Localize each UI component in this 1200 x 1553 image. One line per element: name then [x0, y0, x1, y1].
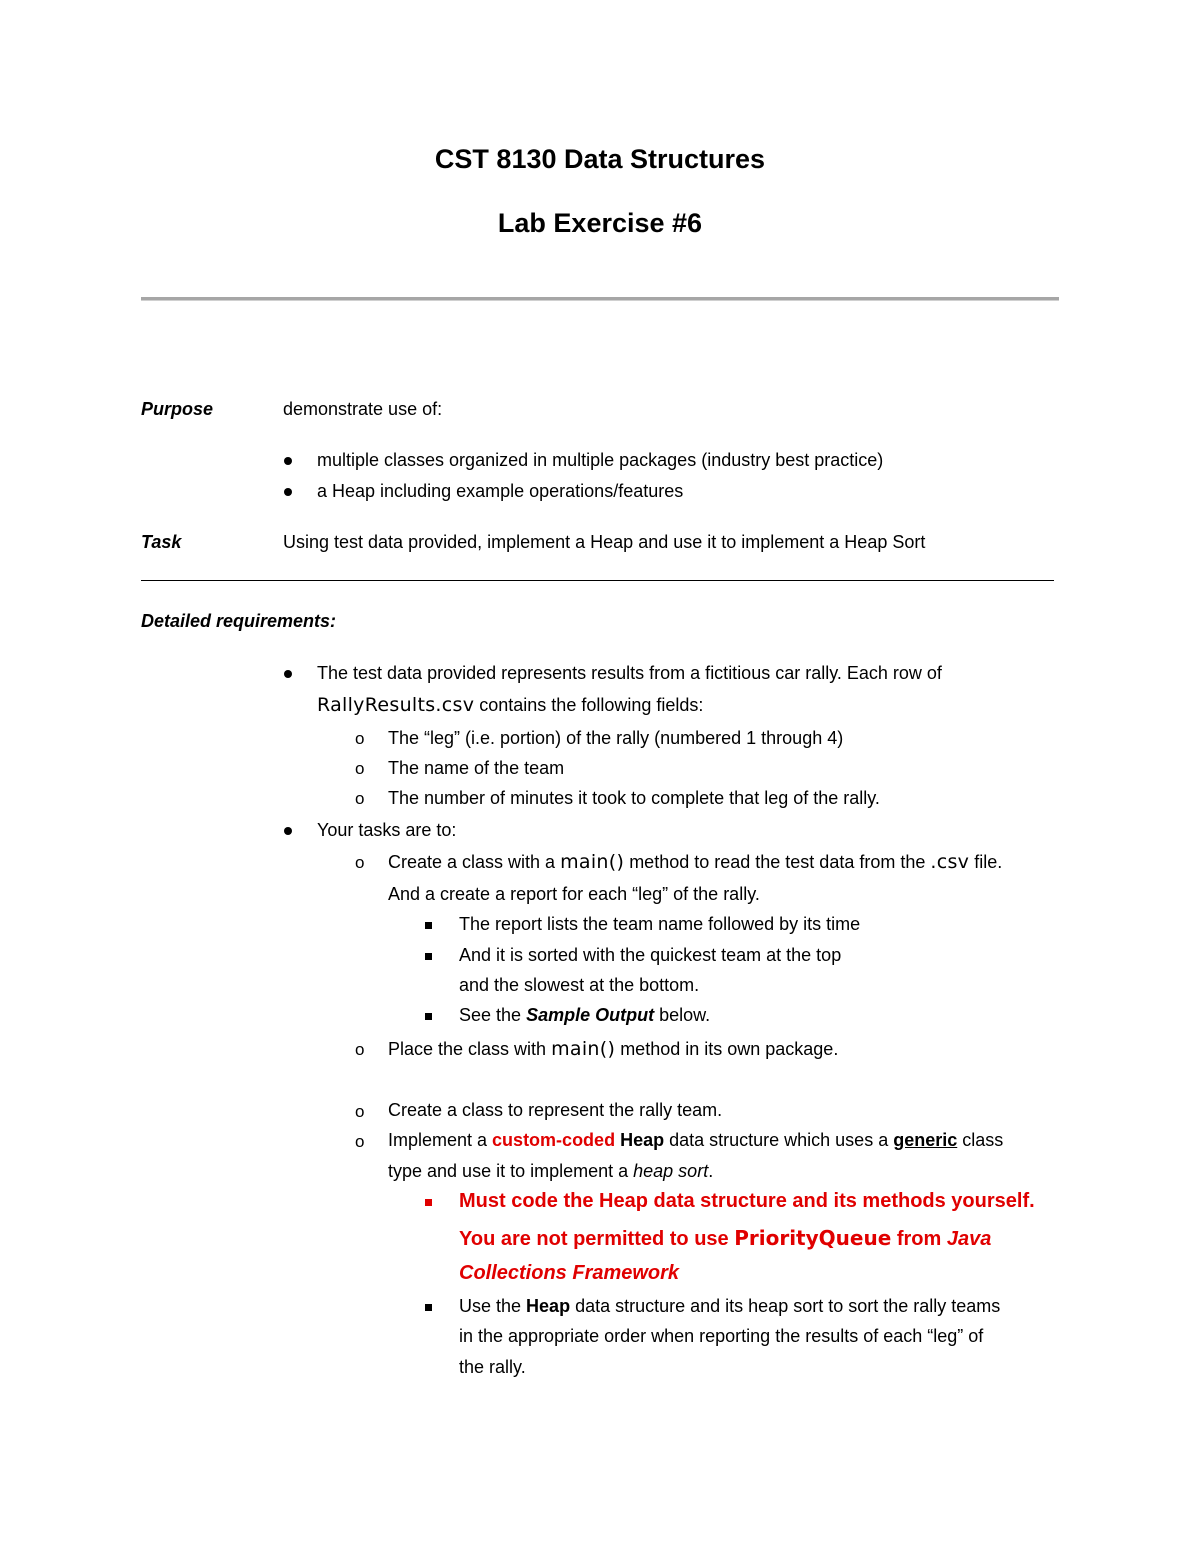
test-data-line-2 [317, 694, 703, 716]
text-span: You are not permitted to use [459, 1228, 735, 1250]
text-span: Place the class with [388, 1039, 552, 1059]
task-divider [141, 580, 1054, 581]
report-item-2-line-2: and the slowest at the bottom. [459, 975, 700, 995]
priority-queue-name: PriorityQueue [734, 1226, 892, 1250]
text-span: file. [969, 852, 1003, 872]
purpose-item-1: multiple classes organized in multiple packages (industry best practice) [317, 450, 884, 470]
tasks-intro: Your tasks are to: [317, 820, 457, 840]
purpose-item-2: a Heap including example operations/features [317, 481, 684, 501]
bullet-square-icon [425, 953, 432, 960]
task-label: Task [141, 532, 182, 552]
bullet-circle-icon: o [355, 1040, 365, 1059]
bullet-square-icon [425, 922, 432, 929]
bullet-circle-icon: o [355, 789, 365, 808]
code-main: main() [551, 1038, 616, 1060]
create-main-line-1 [388, 851, 1002, 873]
heap-sort-emphasis: heap sort [633, 1161, 709, 1181]
text-span: class [957, 1130, 1004, 1150]
report-item-3 [459, 1005, 710, 1026]
heap-line-2 [388, 1161, 713, 1182]
requirements-heading: Detailed requirements: [141, 611, 337, 631]
text-span: below. [654, 1005, 711, 1025]
text-span: data structure which uses a [664, 1130, 894, 1150]
use-heap-line-1 [459, 1296, 1000, 1317]
bullet-circle-icon: o [355, 1102, 365, 1121]
text-span: Use the [459, 1296, 527, 1316]
bullet-circle-icon: o [355, 759, 365, 778]
report-item-2-line-1: And it is sorted with the quickest team at the top [459, 945, 842, 965]
title-divider [141, 297, 1059, 300]
bullet-circle-icon: o [355, 729, 365, 748]
task-text: Using test data provided, implement a Heap and use it to implement a Heap Sort [283, 532, 926, 552]
text-span: data structure and its heap sort to sort the rally teams [570, 1296, 1001, 1316]
bullet-disc-icon [284, 827, 292, 835]
test-data-line-1: The test data provided represents results from a fictitious car rally. Each row of [317, 663, 942, 683]
text-span: method to read the test data from the [624, 852, 931, 872]
text-span: method in its own package. [615, 1039, 839, 1059]
field-minutes: The number of minutes it took to complete that leg of the rally. [388, 788, 880, 808]
text-span: See the [459, 1005, 527, 1025]
bullet-disc-icon [284, 670, 292, 678]
text-span: type and use it to implement a [388, 1161, 634, 1181]
warning-line-2 [459, 1226, 991, 1251]
test-data-line-2-rest: contains the following fields: [474, 695, 704, 715]
bullet-square-icon [425, 1199, 432, 1206]
field-team-name: The name of the team [388, 758, 565, 778]
bullet-disc-icon [284, 457, 292, 465]
purpose-intro: demonstrate use of: [283, 399, 443, 419]
use-heap-line-2: in the appropriate order when reporting the results of each “leg” of [459, 1326, 984, 1346]
report-item-1: The report lists the team name followed by its time [459, 914, 861, 934]
create-main-line-2: And a create a report for each “leg” of the rally. [388, 884, 760, 904]
lab-title: Lab Exercise #6 [497, 208, 703, 238]
heap-line-1 [388, 1130, 1003, 1151]
field-leg: The “leg” (i.e. portion) of the rally (numbered 1 through 4) [388, 728, 844, 748]
place-main [388, 1038, 838, 1060]
bullet-circle-icon: o [355, 853, 365, 872]
purpose-label: Purpose [141, 399, 214, 419]
heap-word: Heap [620, 1130, 665, 1150]
code-main: main() [560, 851, 625, 873]
warning-line-1: Must code the Heap data structure and its methods yourself. [459, 1190, 1035, 1212]
text-span: Implement a [388, 1130, 493, 1150]
rally-team-class: Create a class to represent the rally team. [388, 1100, 723, 1120]
heap-word: Heap [526, 1296, 571, 1316]
code-csv-ext: .csv [930, 851, 970, 873]
bullet-square-icon [425, 1013, 432, 1020]
bullet-disc-icon [284, 488, 292, 496]
sample-output-ref: Sample Output [526, 1005, 655, 1025]
csv-file-name: RallyResults.csv [317, 694, 475, 716]
bullet-circle-icon: o [355, 1132, 365, 1151]
course-title: CST 8130 Data Structures [434, 144, 766, 174]
java-word: Java [946, 1228, 992, 1250]
warning-line-3: Collections Framework [459, 1262, 680, 1284]
text-span: . [708, 1161, 714, 1181]
generic-emphasis: generic [893, 1130, 958, 1150]
text-span: from [891, 1228, 947, 1250]
custom-coded-emphasis: custom-coded [492, 1130, 616, 1150]
text-span: Create a class with a [388, 852, 561, 872]
bullet-square-icon [425, 1304, 432, 1311]
use-heap-line-3: the rally. [459, 1357, 526, 1377]
